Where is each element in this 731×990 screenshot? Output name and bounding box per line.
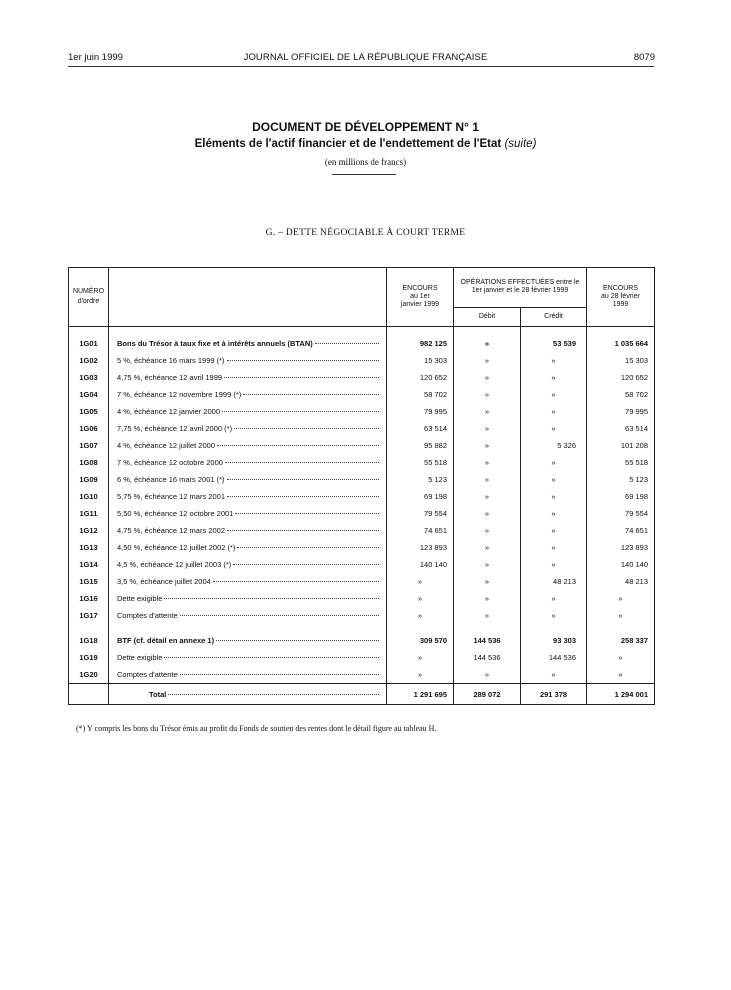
table-row [69,556,655,573]
dot-leader [180,674,379,675]
row-label-wrap [117,407,379,416]
row-encours-end: 48 213 [587,573,655,590]
header-page-number: 8079 [633,52,655,63]
row-label-wrap [117,492,379,501]
row-encours-start: 309 570 [387,632,454,649]
table-row [69,420,655,437]
row-code: 1G01 [69,335,109,352]
table-row [69,403,655,420]
row-label: 7,75 %, échéance 12 avril 2000 (*) [117,424,233,433]
debt-table [68,267,655,705]
row-debit: 144 536 [454,632,521,649]
row-credit: » [521,471,587,488]
row-debit: » [454,335,521,352]
row-label: Comptes d'attente [117,611,178,620]
row-label-cell [109,471,387,488]
section-title: G. – DETTE NÉGOCIABLE À COURT TERME [265,228,466,238]
table-row [69,666,655,684]
dot-leader [222,411,379,412]
dot-leader [164,657,379,658]
row-code: 1G18 [69,632,109,649]
row-label-wrap [117,560,379,569]
dot-leader [227,360,379,361]
row-label-cell [109,666,387,684]
row-encours-start: 74 651 [387,522,454,539]
row-debit: 144 536 [454,649,521,666]
row-debit: » [454,522,521,539]
document-title: DOCUMENT DE DÉVELOPPEMENT N° 1 [252,120,479,134]
row-encours-end: 55 518 [587,454,655,471]
footnote: (*) Y compris les bons du Trésor émis au profit du Fonds de soutien des rentes dont le détail figure au tableau H. [76,724,437,733]
row-code: 1G03 [69,369,109,386]
row-label-cell [109,386,387,403]
row-encours-end: 79 995 [587,403,655,420]
table-row [69,335,655,352]
row-code: 1G04 [69,386,109,403]
row-credit: 144 536 [521,649,587,666]
total-label-cell [109,684,387,705]
table-row [69,488,655,505]
row-label-wrap [117,509,379,518]
row-label-cell [109,420,387,437]
header-credit: Crédit [521,307,587,326]
dot-leader [213,581,379,582]
row-credit: 5 326 [521,437,587,454]
row-encours-start: 982 125 [387,335,454,352]
header-date: 1er juin 1999 [68,52,123,63]
row-label-wrap [117,441,379,450]
row-label-cell [109,403,387,420]
row-code: 1G17 [69,607,109,624]
row-debit: » [454,386,521,403]
header-operations-text: OPÉRATIONS EFFECTUÉES entre le 1er janvier et le 28 février 1999 [460,279,580,295]
row-encours-end: 1 035 664 [587,335,655,352]
row-debit: » [454,488,521,505]
row-debit: » [454,454,521,471]
row-label-wrap [117,577,379,586]
row-label: 5,75 %, échéance 12 mars 2001 [117,492,225,501]
row-label-wrap [117,594,379,603]
table-row [69,632,655,649]
row-label-cell [109,369,387,386]
row-encours-end: » [587,590,655,607]
row-label: 4 %, échéance 12 janvier 2000 [117,407,220,416]
row-label: 5,50 %, échéance 12 octobre 2001 [117,509,234,518]
row-label-wrap [117,356,379,365]
row-debit: » [454,403,521,420]
row-encours-end: 15 303 [587,352,655,369]
total-label-wrap [117,690,379,699]
row-code: 1G06 [69,420,109,437]
row-label-cell [109,454,387,471]
spacer-cell [387,624,454,632]
unit-rule [332,174,396,175]
row-credit: 93 303 [521,632,587,649]
row-label-cell [109,632,387,649]
row-credit: » [521,369,587,386]
row-label-cell [109,505,387,522]
row-credit: » [521,505,587,522]
row-code: 1G15 [69,573,109,590]
dot-leader [227,530,379,531]
row-encours-start: 120 652 [387,369,454,386]
row-encours-start: 140 140 [387,556,454,573]
header-debit: Débit [454,307,521,326]
row-code: 1G20 [69,666,109,684]
row-code: 1G09 [69,471,109,488]
table-row [69,369,655,386]
header-numero-text: NUMÉRO d'ordre [72,288,105,305]
total-debit: 289 072 [454,684,521,705]
row-debit: » [454,437,521,454]
row-encours-end: 258 337 [587,632,655,649]
row-encours-start: » [387,649,454,666]
header-numero [69,268,109,327]
row-encours-start: 15 303 [387,352,454,369]
row-encours-end: » [587,649,655,666]
table-body [69,327,655,705]
row-encours-end: 140 140 [587,556,655,573]
row-label: 4,75 %, échéance 12 avril 1999 [117,373,223,382]
header-journal-title: JOURNAL OFFICIEL DE LA RÉPUBLIQUE FRANÇAISE [243,52,488,63]
spacer-cell [109,327,387,336]
total-encours-end: 1 294 001 [587,684,655,705]
header-encours-end-text: ENCOURS au 28 février 1999 [601,285,640,308]
row-debit: » [454,607,521,624]
row-label-cell [109,437,387,454]
row-label: 4,5 %, échéance 12 juillet 2003 (*) [117,560,232,569]
total-encours-start: 1 291 695 [387,684,454,705]
row-debit: » [454,573,521,590]
row-encours-end: 79 554 [587,505,655,522]
total-label: Total [149,689,167,699]
spacer-cell [109,624,387,632]
row-encours-start: 79 995 [387,403,454,420]
row-code: 1G19 [69,649,109,666]
row-label: 7 %, échéance 12 octobre 2000 [117,458,223,467]
row-code: 1G07 [69,437,109,454]
row-label-wrap [117,390,379,399]
row-label-wrap [117,543,379,552]
row-encours-start: 123 893 [387,539,454,556]
document-subtitle [0,138,731,150]
row-encours-start: » [387,573,454,590]
row-label-cell [109,539,387,556]
row-code: 1G05 [69,403,109,420]
row-label-wrap [117,373,379,382]
row-credit: » [521,488,587,505]
row-label: 3,5 %, échéance juillet 2004 [117,577,211,586]
row-credit: » [521,556,587,573]
row-label: 4,50 %, échéance 12 juillet 2002 (*) [117,543,236,552]
row-encours-end: 58 702 [587,386,655,403]
table-row [69,522,655,539]
row-encours-end: 69 198 [587,488,655,505]
row-encours-start: » [387,666,454,684]
row-encours-start: 5 123 [387,471,454,488]
dot-leader [227,479,379,480]
row-label-wrap [117,424,379,433]
spacer-cell [387,327,454,336]
dot-leader [234,428,379,429]
row-credit: » [521,590,587,607]
row-code: 1G16 [69,590,109,607]
row-code: 1G11 [69,505,109,522]
row-label-wrap [117,458,379,467]
header-operations [454,268,587,308]
row-credit: » [521,454,587,471]
row-encours-start: » [387,607,454,624]
header-encours-start-text: ENCOURS au 1er janvier 1999 [400,285,440,308]
table-row [69,590,655,607]
row-code: 1G12 [69,522,109,539]
total-row [69,684,655,705]
dot-leader [235,513,379,514]
table-row [69,386,655,403]
row-credit: » [521,403,587,420]
row-label: 7 %, échéance 12 novembre 1999 (*) [117,390,242,399]
dot-leader [237,547,379,548]
row-label-cell [109,352,387,369]
table-row [69,539,655,556]
spacer-row [69,624,655,632]
table-row [69,437,655,454]
row-label-wrap [117,636,379,645]
row-label-cell [109,556,387,573]
spacer-cell [587,624,655,632]
total-empty-cell [69,684,109,705]
document-subtitle-text: Eléments de l'actif financier et de l'endettement de l'Etat [194,138,502,150]
row-encours-end: 63 514 [587,420,655,437]
dot-leader [217,445,379,446]
row-code: 1G08 [69,454,109,471]
row-debit: » [454,590,521,607]
row-encours-end: » [587,607,655,624]
row-label: Dette exigible [117,653,163,662]
document-unit: (en millions de francs) [324,157,407,167]
spacer-cell [521,624,587,632]
row-credit: 48 213 [521,573,587,590]
row-encours-end: 74 651 [587,522,655,539]
row-label-cell [109,335,387,352]
dot-leader [227,496,379,497]
row-credit: » [521,607,587,624]
table-row [69,607,655,624]
table-row [69,573,655,590]
row-debit: » [454,539,521,556]
row-encours-start: 95 882 [387,437,454,454]
row-credit: » [521,420,587,437]
row-label-wrap [117,339,379,348]
table-row [69,505,655,522]
dot-leader [164,598,379,599]
row-credit: » [521,386,587,403]
row-encours-end: 101 208 [587,437,655,454]
row-label: 4 %, échéance 12 juillet 2000 [117,441,215,450]
row-label-cell [109,488,387,505]
row-debit: » [454,666,521,684]
row-encours-start: 55 518 [387,454,454,471]
row-label-cell [109,607,387,624]
row-code: 1G14 [69,556,109,573]
row-credit: 53 539 [521,335,587,352]
spacer-cell [454,624,521,632]
spacer-cell [454,327,521,336]
row-label-wrap [117,475,379,484]
header-label-column [109,268,387,327]
row-encours-start: 69 198 [387,488,454,505]
dot-leader [243,394,379,395]
spacer-cell [69,327,109,336]
row-encours-end: 120 652 [587,369,655,386]
row-debit: » [454,369,521,386]
document-subtitle-suffix: (suite) [504,138,537,150]
header-rule [68,66,654,67]
row-code: 1G13 [69,539,109,556]
row-encours-end: 5 123 [587,471,655,488]
row-label-cell [109,649,387,666]
dot-leader [180,615,379,616]
row-debit: » [454,420,521,437]
row-label-cell [109,522,387,539]
row-encours-start: 79 554 [387,505,454,522]
row-label-wrap [117,670,379,679]
row-debit: » [454,352,521,369]
row-label: Dette exigible [117,594,163,603]
dot-leader [168,694,379,695]
spacer-row [69,327,655,336]
row-label: 6 %, échéance 16 mars 2001 (*) [117,475,225,484]
spacer-cell [69,624,109,632]
row-encours-start: 58 702 [387,386,454,403]
row-label: 5 %, échéance 16 mars 1999 (*) [117,356,225,365]
row-encours-start: 63 514 [387,420,454,437]
dot-leader [225,462,379,463]
table-row [69,471,655,488]
dot-leader [216,640,379,641]
total-credit: 291 378 [521,684,587,705]
dot-leader [233,564,379,565]
spacer-cell [587,327,655,336]
dot-leader [315,343,379,344]
row-debit: » [454,556,521,573]
row-label-wrap [117,526,379,535]
header-encours-start [387,268,454,327]
spacer-cell [521,327,587,336]
header-encours-end [587,268,655,327]
table-row [69,454,655,471]
row-debit: » [454,505,521,522]
row-credit: » [521,666,587,684]
row-label: 4,75 %, échéance 12 mars 2002 [117,526,225,535]
row-label-cell [109,573,387,590]
table-row [69,649,655,666]
row-encours-start: » [387,590,454,607]
row-encours-end: 123 893 [587,539,655,556]
row-credit: » [521,352,587,369]
table-row [69,352,655,369]
row-credit: » [521,522,587,539]
row-debit: » [454,471,521,488]
row-encours-end: » [587,666,655,684]
row-label-cell [109,590,387,607]
row-label-wrap [117,653,379,662]
row-code: 1G02 [69,352,109,369]
row-label: Bons du Trésor à taux fixe et à intérêts annuels (BTAN) [117,339,313,348]
dot-leader [224,377,379,378]
row-label: Comptes d'attente [117,670,178,679]
row-credit: » [521,539,587,556]
row-code: 1G10 [69,488,109,505]
row-label-wrap [117,611,379,620]
row-label: BTF (cf. détail en annexe 1) [117,636,215,645]
